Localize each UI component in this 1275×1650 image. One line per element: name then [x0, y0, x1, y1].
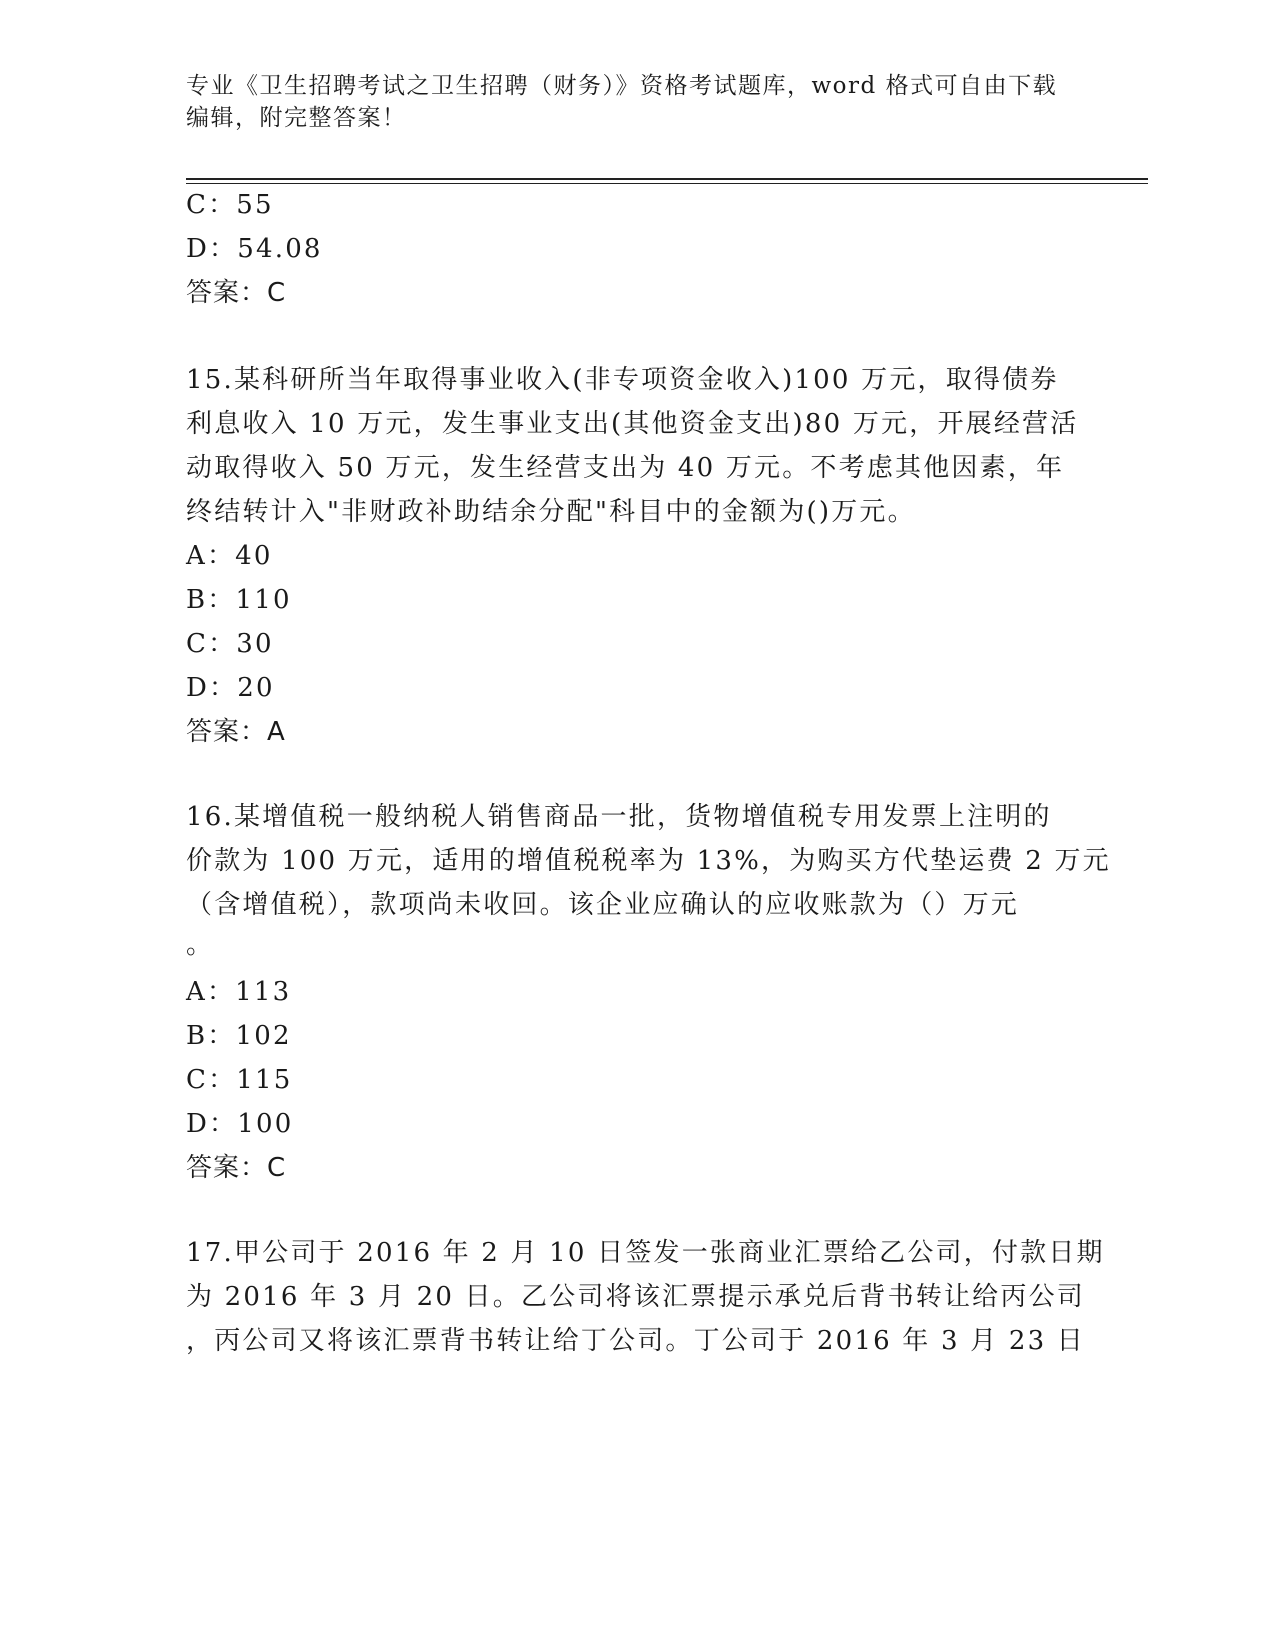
q16-option-c: C：115 [186, 1065, 293, 1095]
q15-option-a: A：40 [186, 541, 273, 571]
q15-answer: 答案：A [186, 717, 286, 747]
q16-stem-line: （含增值税），款项尚未收回。该企业应确认的应收账款为（）万元 [186, 890, 1020, 920]
q16-option-a: A：113 [186, 977, 292, 1007]
q15-option-b: B：110 [186, 585, 292, 615]
q15-option-d: D：20 [186, 673, 275, 703]
q16-option-d: D：100 [186, 1109, 294, 1139]
q15-stem-line: 动取得收入 50 万元，发生经营支出为 40 万元。不考虑其他因素，年 [186, 453, 1065, 483]
q15-stem-line: 15.某科研所当年取得事业收入(非专项资金收入)100 万元，取得债券 [186, 365, 1059, 395]
header-divider-thick [186, 178, 1148, 180]
q16-option-b: B：102 [186, 1021, 292, 1051]
header-line-2: 编辑，附完整答案！ [186, 105, 407, 131]
q16-answer: 答案：C [186, 1153, 287, 1183]
q17-stem-line: 为 2016 年 3 月 20 日。乙公司将该汇票提示承兑后背书转让给丙公司 [186, 1282, 1085, 1312]
header-line-1: 专业《卫生招聘考试之卫生招聘（财务）》资格考试题库，word 格式可自由下载 [186, 73, 1058, 99]
q16-stem-line: 。 [186, 930, 215, 960]
q14-option-d: D：54.08 [186, 234, 323, 264]
q17-stem-line: 17.甲公司于 2016 年 2 月 10 日签发一张商业汇票给乙公司，付款日期 [186, 1238, 1105, 1268]
q15-stem-line: 利息收入 10 万元，发生事业支出(其他资金支出)80 万元，开展经营活 [186, 409, 1079, 439]
document-header [186, 70, 1066, 134]
header-divider-thin [186, 183, 1148, 184]
q16-stem-line: 价款为 100 万元，适用的增值税税率为 13%，为购买方代垫运费 2 万元 [186, 846, 1111, 876]
q14-answer: 答案：C [186, 278, 287, 308]
q16-stem-line: 16.某增值税一般纳税人销售商品一批，货物增值税专用发票上注明的 [186, 802, 1052, 832]
q17-stem-line: ，丙公司又将该汇票背书转让给丁公司。丁公司于 2016 年 3 月 23 日 [186, 1326, 1085, 1356]
q15-stem-line: 终结转计入"非财政补助结余分配"科目中的金额为()万元。 [186, 497, 916, 527]
q14-option-c: C：55 [186, 190, 274, 220]
q15-option-c: C：30 [186, 629, 274, 659]
